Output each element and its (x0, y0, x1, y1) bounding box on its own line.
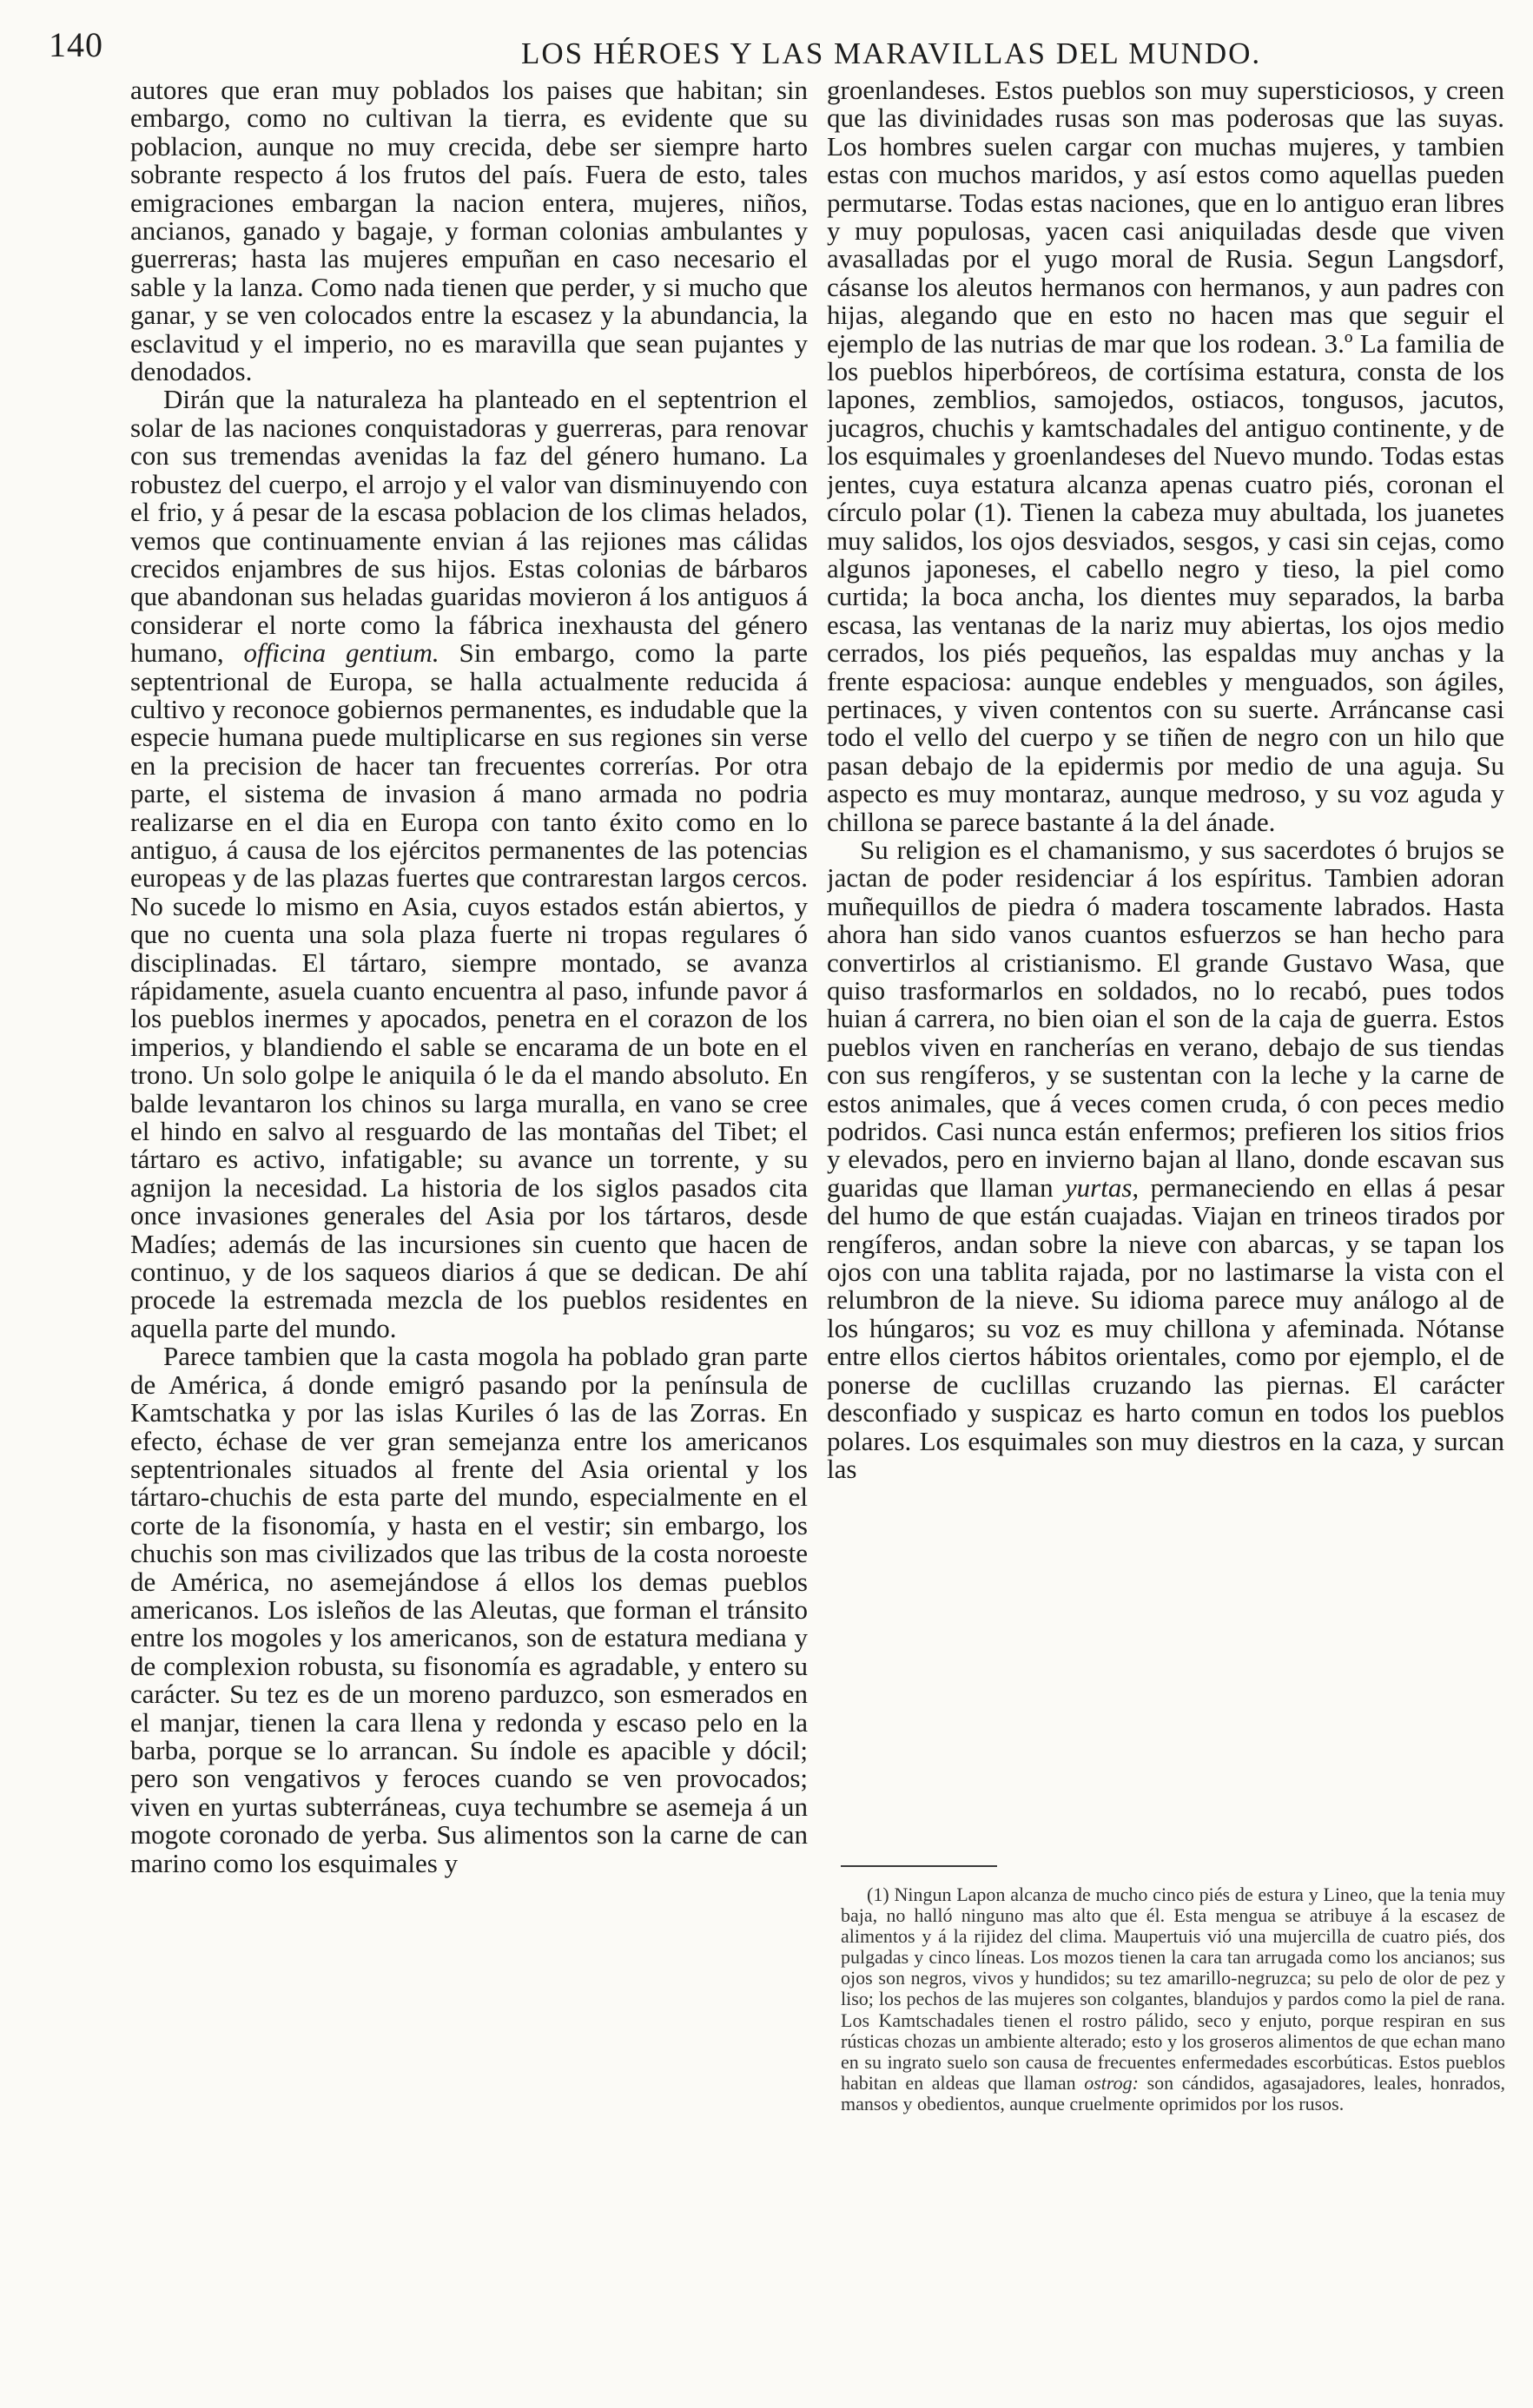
right-column-body (827, 76, 1504, 1839)
right-column (827, 76, 1504, 1839)
italic-word: ostrog: (1084, 2071, 1139, 2094)
italic-phrase: officina gentium. (243, 637, 439, 669)
page-header (0, 0, 1533, 80)
text-run: Su religion es el chamanismo, y sus sacerdotes ó brujos se jactan de poder residenciar á los espíritus. Tambien adoran muñequillos de piedra ó madera toscamente labrados. Hasta ahora han sido vanos cuantos esfuerzos se han hecho para convertirlos al cristianismo. El grande Gustavo Wasa, que quiso trasformarlos en soldados, no lo recabó, pues todos huian á carrera, no bien oian el son de la caja de guerra. Estos pueblos viven en rancherías en verano, debajo de sus tiendas con sus rengíferos, y se sustentan con la leche y la carne de estos animales, que á veces comen cruda, ó con peces medio podridos. Casi nunca están enfermos; prefieren los sitios frios y elevados, pero en invierno bajan al llano, donde escavan sus guaridas que llaman (827, 834, 1504, 1203)
paragraph: autores que eran muy poblados los paises que habitan; sin embargo, como no cultivan la tierra, es evidente que su poblacion, aunque no muy crecida, debe ser siempre harto sobrante respecto á los frutos del país. Fuera de esto, tales emigraciones embargan la nacion entera, mujeres, niños, ancianos, ganado y bagaje, y forman colonias ambulantes y guerreras; hasta las mujeres empuñan en caso necesario el sable y la lanza. Como nada tienen que perder, y si mucho que ganar, y se ven colocados entre la escasez y la abundancia, la esclavitud y el imperio, no es maravilla que sean pujantes y denodados. (130, 75, 808, 387)
footnote-text: son cándidos, agasajadores, leales, honrados, mansos y obedientos, aunque cruelmente oprimidos por los rusos. (841, 2071, 1506, 2114)
page-number: 140 (49, 25, 103, 64)
italic-word: yurtas, (1064, 1171, 1140, 1203)
paragraph: groenlandeses. Estos pueblos son muy supersticiosos, y creen que las divinidades rusas son mas poderosas que las suyas. Los hombres suelen cargar con muchas mujeres, y tambien estas con muchos maridos, y así estos como aquellas pueden permutarse. Todas estas naciones, que en lo antiguo eran libres y muy populosas, yacen casi aniquiladas desde que viven avasalladas por el yugo moral de Rusia. Segun Langsdorf, cásanse los aleutos hermanos con hermanos, y aun padres con hijas, alegando que en esto no hacen mas que seguir el ejemplo de las nutrias de mar que los rodean. 3.º La familia de los pueblos hiperbóreos, de cortísima estatura, consta de los lapones, zemblios, samojedos, ostiacos, tongusos, jacutos, jucagros, chuchis y kamtschadales del antiguo continente, y de los esquimales y groenlandeses del Nuevo mundo. Todas estas jentes, cuya estatura alcanza apenas cuatro piés, coronan el círculo polar (1). Tienen la cabeza muy abultada, los juanetes muy salidos, los ojos desviados, sesgos, y casi sin cejas, como algunos japoneses, el cabello negro y tieso, la piel como curtida; la boca ancha, los dientes muy separados, la barba escasa, las ventanas de la nariz muy abiertas, los ojos medio cerrados, los piés pequeños, las espaldas muy anchas y la frente espaciosa: aunque endebles y menguados, son ágiles, pertinaces, y viven contentos con su suerte. Arráncanse casi todo el vello del cuerpo y se tiñen de negro con un hilo que pasan debajo de la epidermis por medio de una aguja. Su aspecto es muy montaraz, aunque medroso, y su voz aguda y chillona se parece bastante á la del ánade. (827, 76, 1504, 837)
paragraph (130, 386, 808, 1343)
text-run: Sin embargo, como la parte septentrional de Europa, se halla actualmente reducida á cultivo y reconoce gobiernos permanentes, es indudable que la especie humana puede multiplicarse en sus regiones sin verse en la precision de hacer tan frecuentes correrías. Por otra parte, el sistema de invasion á mano armada no podria realizarse en el dia en Europa con tanto éxito como en lo antiguo, á causa de los ejércitos permanentes de las potencias europeas y de las plazas fuertes que contrarestan largos cercos. No sucede lo mismo en Asia, cuyos estados están abiertos, y que no cuenta una sola plaza fuerte ni tropas regulares ó disciplinadas. El tártaro, siempre montado, se avanza rápidamente, asuela cuanto encuentra al paso, infunde pavor á los pueblos inermes y apocados, penetra en el corazon de los imperios, y blandiendo el sable se encarama de un bote en el trono. Un solo golpe le aniquila ó le da el mando absoluto. En balde levantaron los chinos su larga muralla, en vano se cree el hindo en salvo al resguardo de las montañas del Tibet; el tártaro es activo, infatigable; su avance un torrente, y su agnijon la necesidad. La historia de los siglos pasados cita once invasiones generales del Asia por los tártaros, desde Madíes; además de las incursiones sin cuento que hacen de continuo, y de los saqueos diarios á que se dedican. De ahí procede la estremada mezcla de los pueblos residentes en aquella parte del mundo. (130, 637, 809, 1343)
footnote (841, 1884, 1505, 2114)
text-run: Dirán que la naturaleza ha planteado en el septentrion el solar de las naciones conquistadoras y guerreras, para renovar con sus tremendas avenidas la faz del género humano. La robustez del cuerpo, el arrojo y el valor van disminuyendo con el frio, y á pesar de la escasa poblacion de los climas helados, vemos que continuamente envian á las rejiones mas cálidas crecidos enjambres de sus hijos. Estas colonias de bárbaros que abandonan sus heladas guaridas movieron á los antiguos á considerar el norte como la fábrica inexhausta del género humano, (130, 384, 808, 669)
running-head: LOS HÉROES Y LAS MARAVILLAS DEL MUNDO. (521, 36, 1262, 70)
footnote-text: (1) Ningun Lapon alcanza de mucho cinco piés de estura y Lineo, que la tenia muy baja, no halló ninguno mas alto que él. Esta mengua se atribuye á la escasez de alimentos y á la rijidez del clima. Maupertuis vió una mujercilla de cuatro piés, dos pulgadas y cinco líneas. Los mozos tienen la cara tan arrugada como los ancianos; sus ojos son negros, vivos y hundidos; su tez amarillo-negruzca; su pelo de olor de pez y liso; los pechos de las mujeres son colgantes, blandujos y pardos como la piel de rana. Los Kamtschadales tienen el rostro pálido, seco y enjuto, porque respiran en sus rústicas chozas un ambiente alterado; esto y los groseros alimentos de que echan mano en su ingrato suelo son causa de frecuentes enfermedades escorbúticas. Estos pueblos habitan en aldeas que llaman (841, 1884, 1505, 2094)
paragraph (827, 836, 1504, 1483)
text-run: permaneciendo en ellas á pesar del humo de que están cuajadas. Viajan en trineos tirados por rengíferos, andan sobre la nieve con abarcas, y se tapan los ojos con una tablita rajada, por no lastimarse la vista con el relumbron de la nieve. Su idioma parece muy análogo al de los húngaros; su voz es muy chillona y afeminada. Nótanse entre ellos ciertos hábitos orientales, como por ejemplo, el de ponerse de cuclillas cruzando las piernas. El carácter desconfiado y suspicaz es harto comun en todos los pueblos polares. Los esquimales son muy diestros en la caza, y surcan las (827, 1171, 1504, 1484)
left-column (130, 76, 808, 1877)
paragraph: Parece tambien que la casta mogola ha poblado gran parte de América, á donde emigró pasando por la península de Kamtschatka y por las islas Kuriles ó las de las Zorras. En efecto, échase de ver gran semejanza entre los americanos septentrionales situados al frente del Asia oriental y los tártaro-chuchis de esta parte del mundo, especialmente en el corte de la fisonomía, y hasta en el vestir; sin embargo, los chuchis son mas civilizados que las tribus de la costa noroeste de América, no asemejándose á ellos los demas pueblos americanos. Los isleños de las Aleutas, que forman el tránsito entre los mogoles y los americanos, son de estatura mediana y de complexion robusta, su fisonomía es agradable, y entero su carácter. Su tez es de un moreno parduzco, son esmerados en el manjar, tienen la cara llena y redonda y escaso pelo en la barba, porque se lo arrancan. Su índole es apacible y dócil; pero son vengativos y feroces cuando se ven provocados; viven en yurtas subterráneas, cuya techumbre se asemeja á un mogote coronado de yerba. Sus alimentos son la carne de can marino como los esquimales y (130, 1341, 808, 1878)
footnote-divider (841, 1865, 997, 1867)
